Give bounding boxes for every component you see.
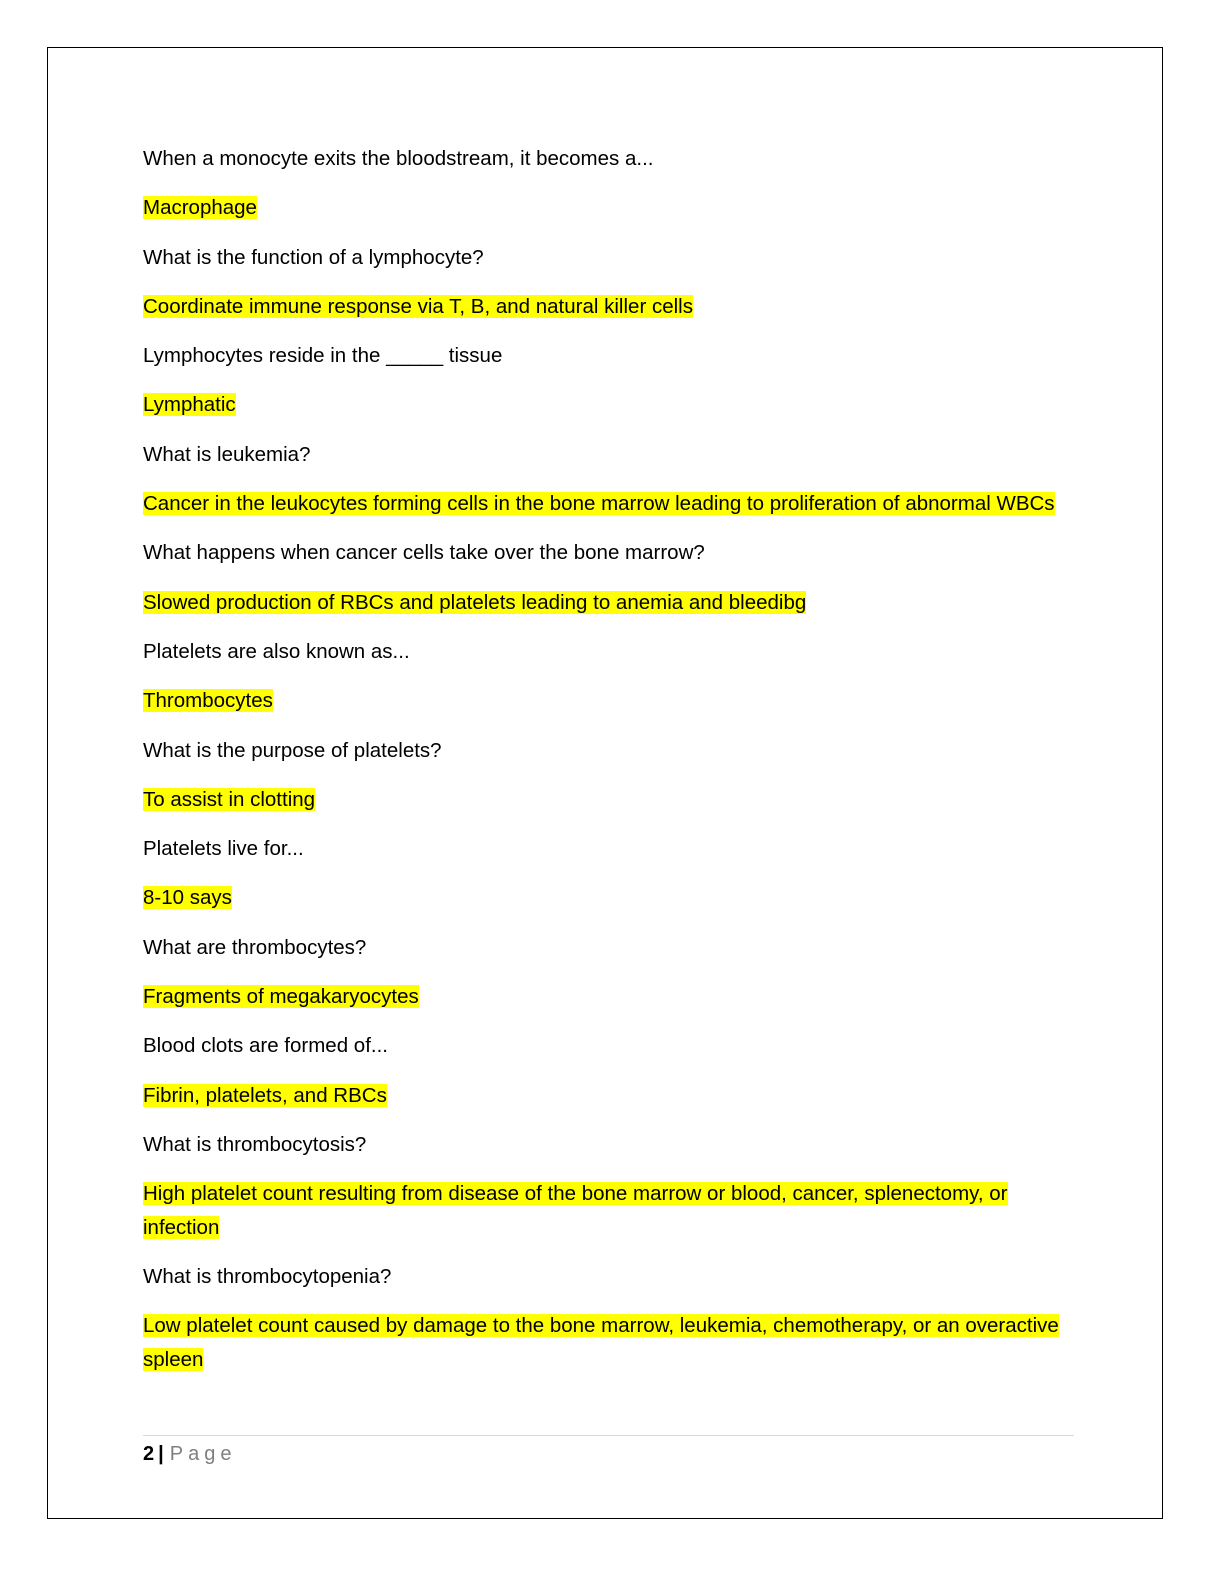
answer-highlight: Thrombocytes (143, 689, 273, 713)
question-text: Platelets are also known as... (143, 639, 410, 663)
question-text: What happens when cancer cells take over the bone marrow? (143, 541, 705, 565)
footer-divider (143, 1435, 1074, 1436)
answer-text (143, 881, 1078, 915)
answer-text (143, 487, 1078, 521)
answer-text (143, 1177, 1078, 1244)
page-label: Page (169, 1443, 237, 1465)
answer-highlight: Fragments of megakaryocytes (143, 985, 419, 1009)
answer-text (143, 980, 1078, 1014)
answer-text (143, 388, 1078, 422)
page-footer (143, 1441, 236, 1467)
answer-highlight: Fibrin, platelets, and RBCs (143, 1083, 387, 1107)
answer-text (143, 290, 1078, 324)
question-text: Blood clots are formed of... (143, 1034, 388, 1058)
answer-text (143, 586, 1078, 620)
answer-highlight: Macrophage (143, 196, 257, 220)
question-text: What are thrombocytes? (143, 935, 367, 959)
answer-text (143, 684, 1078, 718)
answer-highlight: Low platelet count caused by damage to the bone marrow, leukemia, chemotherapy, or an overactive spleen (143, 1314, 1059, 1371)
answer-text (143, 1079, 1078, 1113)
answer-highlight: Slowed production of RBCs and platelets leading to anemia and bleedibg (143, 590, 807, 614)
footer-separator: | (158, 1443, 164, 1465)
question-text: What is the purpose of platelets? (143, 738, 442, 762)
answer-highlight: 8-10 says (143, 886, 232, 910)
question-text: What is leukemia? (143, 442, 311, 466)
question-text: What is the function of a lymphocyte? (143, 245, 484, 269)
answer-highlight: To assist in clotting (143, 787, 316, 811)
question-text: When a monocyte exits the bloodstream, it becomes a... (143, 147, 654, 170)
answer-text (143, 191, 1078, 225)
answer-highlight: Coordinate immune response via T, B, and natural killer cells (143, 294, 693, 318)
page-number: 2 (143, 1443, 155, 1465)
document-body (143, 142, 1078, 1392)
answer-text (143, 1309, 1078, 1376)
question-text: What is thrombocytosis? (143, 1132, 367, 1156)
answer-highlight: Lymphatic (143, 393, 236, 417)
question-text: What is thrombocytopenia? (143, 1265, 392, 1289)
answer-highlight: High platelet count resulting from disease of the bone marrow or blood, cancer, splenectomy, or infection (143, 1182, 1008, 1239)
answer-text (143, 783, 1078, 817)
question-text: Platelets live for... (143, 837, 304, 861)
answer-highlight: Cancer in the leukocytes forming cells in the bone marrow leading to proliferation of abnormal WBCs (143, 492, 1055, 516)
question-text: Lymphocytes reside in the _____ tissue (143, 344, 503, 368)
